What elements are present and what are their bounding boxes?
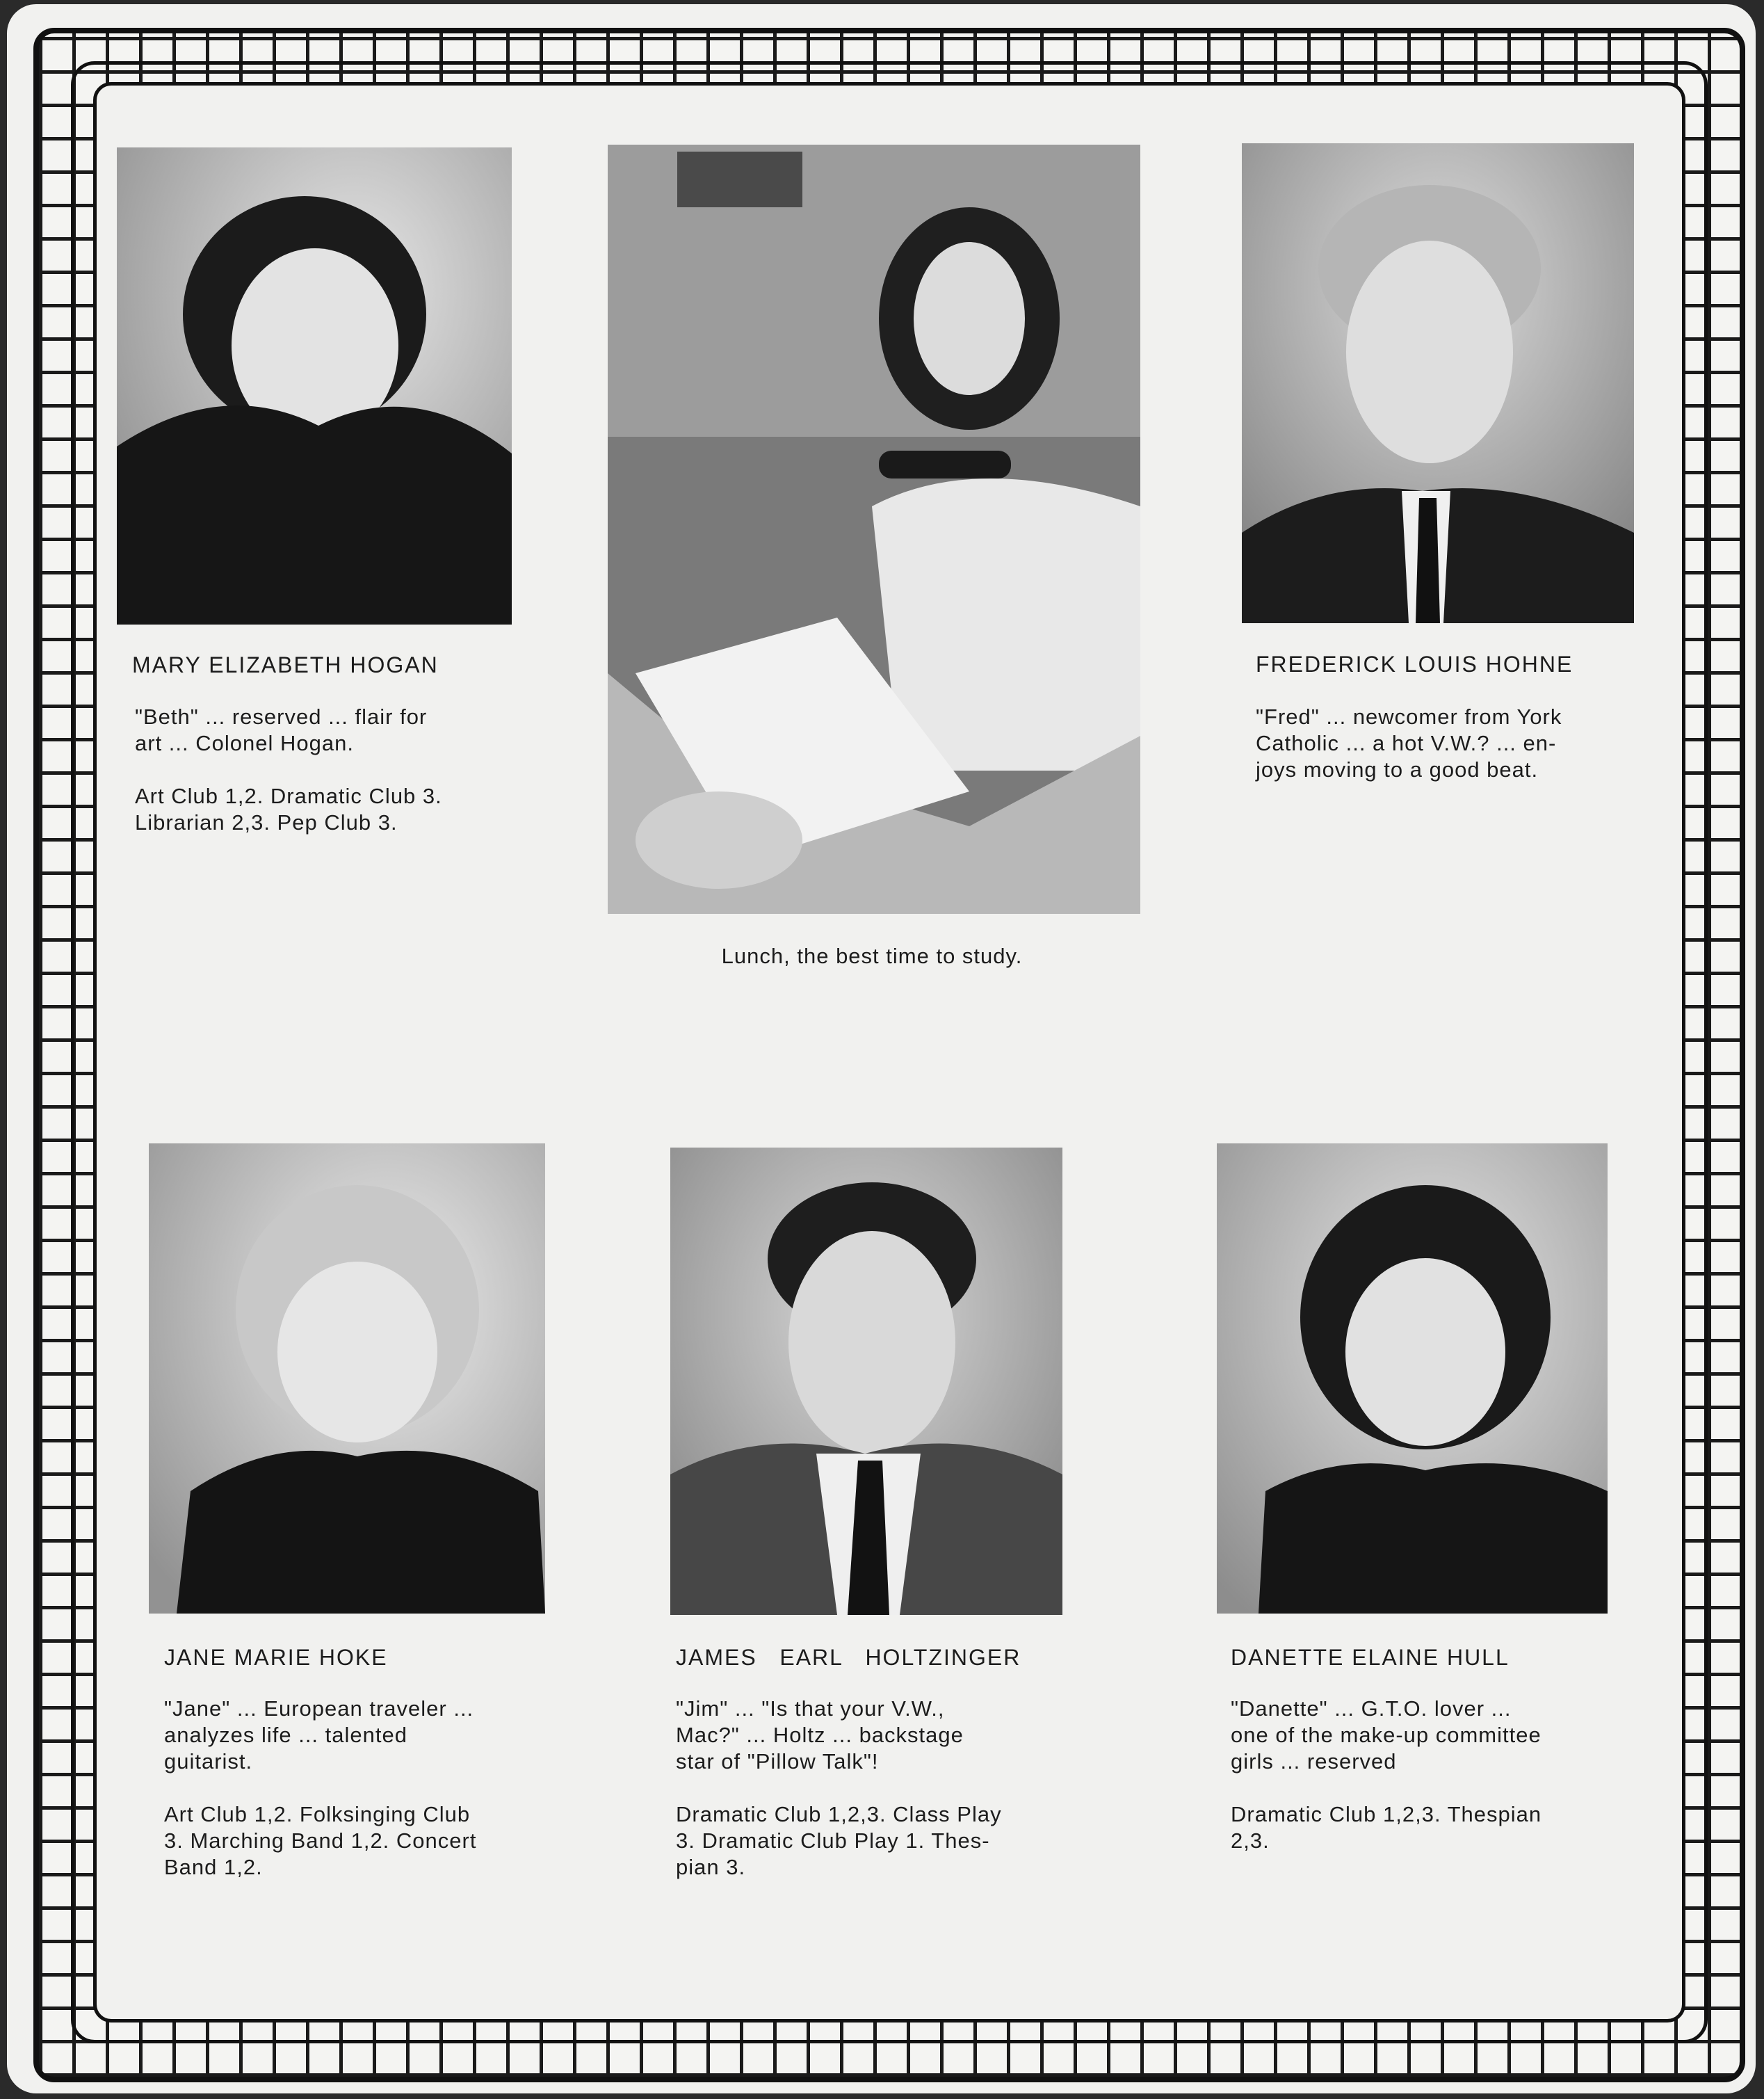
portrait-photo-hull	[1217, 1143, 1608, 1614]
portrait-photo-hohne	[1242, 143, 1634, 623]
activities-line: Band 1,2.	[164, 1855, 263, 1879]
bio-line: one of the make-up committee	[1231, 1723, 1542, 1747]
activities-line: 3. Dramatic Club Play 1. Thes-	[676, 1828, 990, 1853]
bio-line: art ... Colonel Hogan.	[135, 731, 354, 755]
activities-line: 3. Marching Band 1,2. Concert	[164, 1828, 477, 1853]
student-bio	[676, 1696, 1002, 1881]
student-name: JAMES EARL HOLTZINGER	[676, 1645, 1021, 1670]
student-name: DANETTE ELAINE HULL	[1231, 1645, 1510, 1670]
bio-line: "Jim" ... "Is that your V.W.,	[676, 1696, 945, 1721]
student-name: JANE MARIE HOKE	[164, 1645, 388, 1670]
activities-line: Librarian 2,3. Pep Club 3.	[135, 810, 398, 835]
bio-line: Mac?" ... Holtz ... backstage	[676, 1723, 964, 1747]
activities-line: Dramatic Club 1,2,3. Thespian	[1231, 1802, 1542, 1826]
activities-line: 2,3.	[1231, 1828, 1270, 1853]
bio-line: guitarist.	[164, 1749, 253, 1774]
candid-caption: Lunch, the best time to study.	[721, 944, 1023, 968]
activities-line: Dramatic Club 1,2,3. Class Play	[676, 1802, 1002, 1826]
portrait-photo-hoke	[149, 1143, 545, 1614]
candid-photo	[608, 145, 1140, 914]
activities-line: Art Club 1,2. Folksinging Club	[164, 1802, 471, 1826]
bio-line: Catholic ... a hot V.W.? ... en-	[1256, 731, 1557, 755]
bio-line: analyzes life ... talented	[164, 1723, 407, 1747]
bio-line: "Jane" ... European traveler ...	[164, 1696, 474, 1721]
student-bio	[135, 704, 442, 836]
portrait-photo-hogan	[117, 147, 512, 625]
student-name: FREDERICK LOUIS HOHNE	[1256, 652, 1573, 677]
bio-line: "Beth" ... reserved ... flair for	[135, 705, 428, 729]
student-bio	[1231, 1696, 1542, 1854]
activities-line: Art Club 1,2. Dramatic Club 3.	[135, 784, 442, 808]
bio-line: "Danette" ... G.T.O. lover ...	[1231, 1696, 1512, 1721]
portrait-photo-holtzinger	[670, 1148, 1062, 1615]
bio-line: star of "Pillow Talk"!	[676, 1749, 879, 1774]
bio-line: joys moving to a good beat.	[1256, 757, 1539, 782]
activities-line: pian 3.	[676, 1855, 746, 1879]
student-bio	[164, 1696, 476, 1881]
bio-line: "Fred" ... newcomer from York	[1256, 705, 1562, 729]
bio-line: girls ... reserved	[1231, 1749, 1397, 1774]
student-bio	[1256, 704, 1562, 783]
student-name: MARY ELIZABETH HOGAN	[132, 652, 439, 677]
